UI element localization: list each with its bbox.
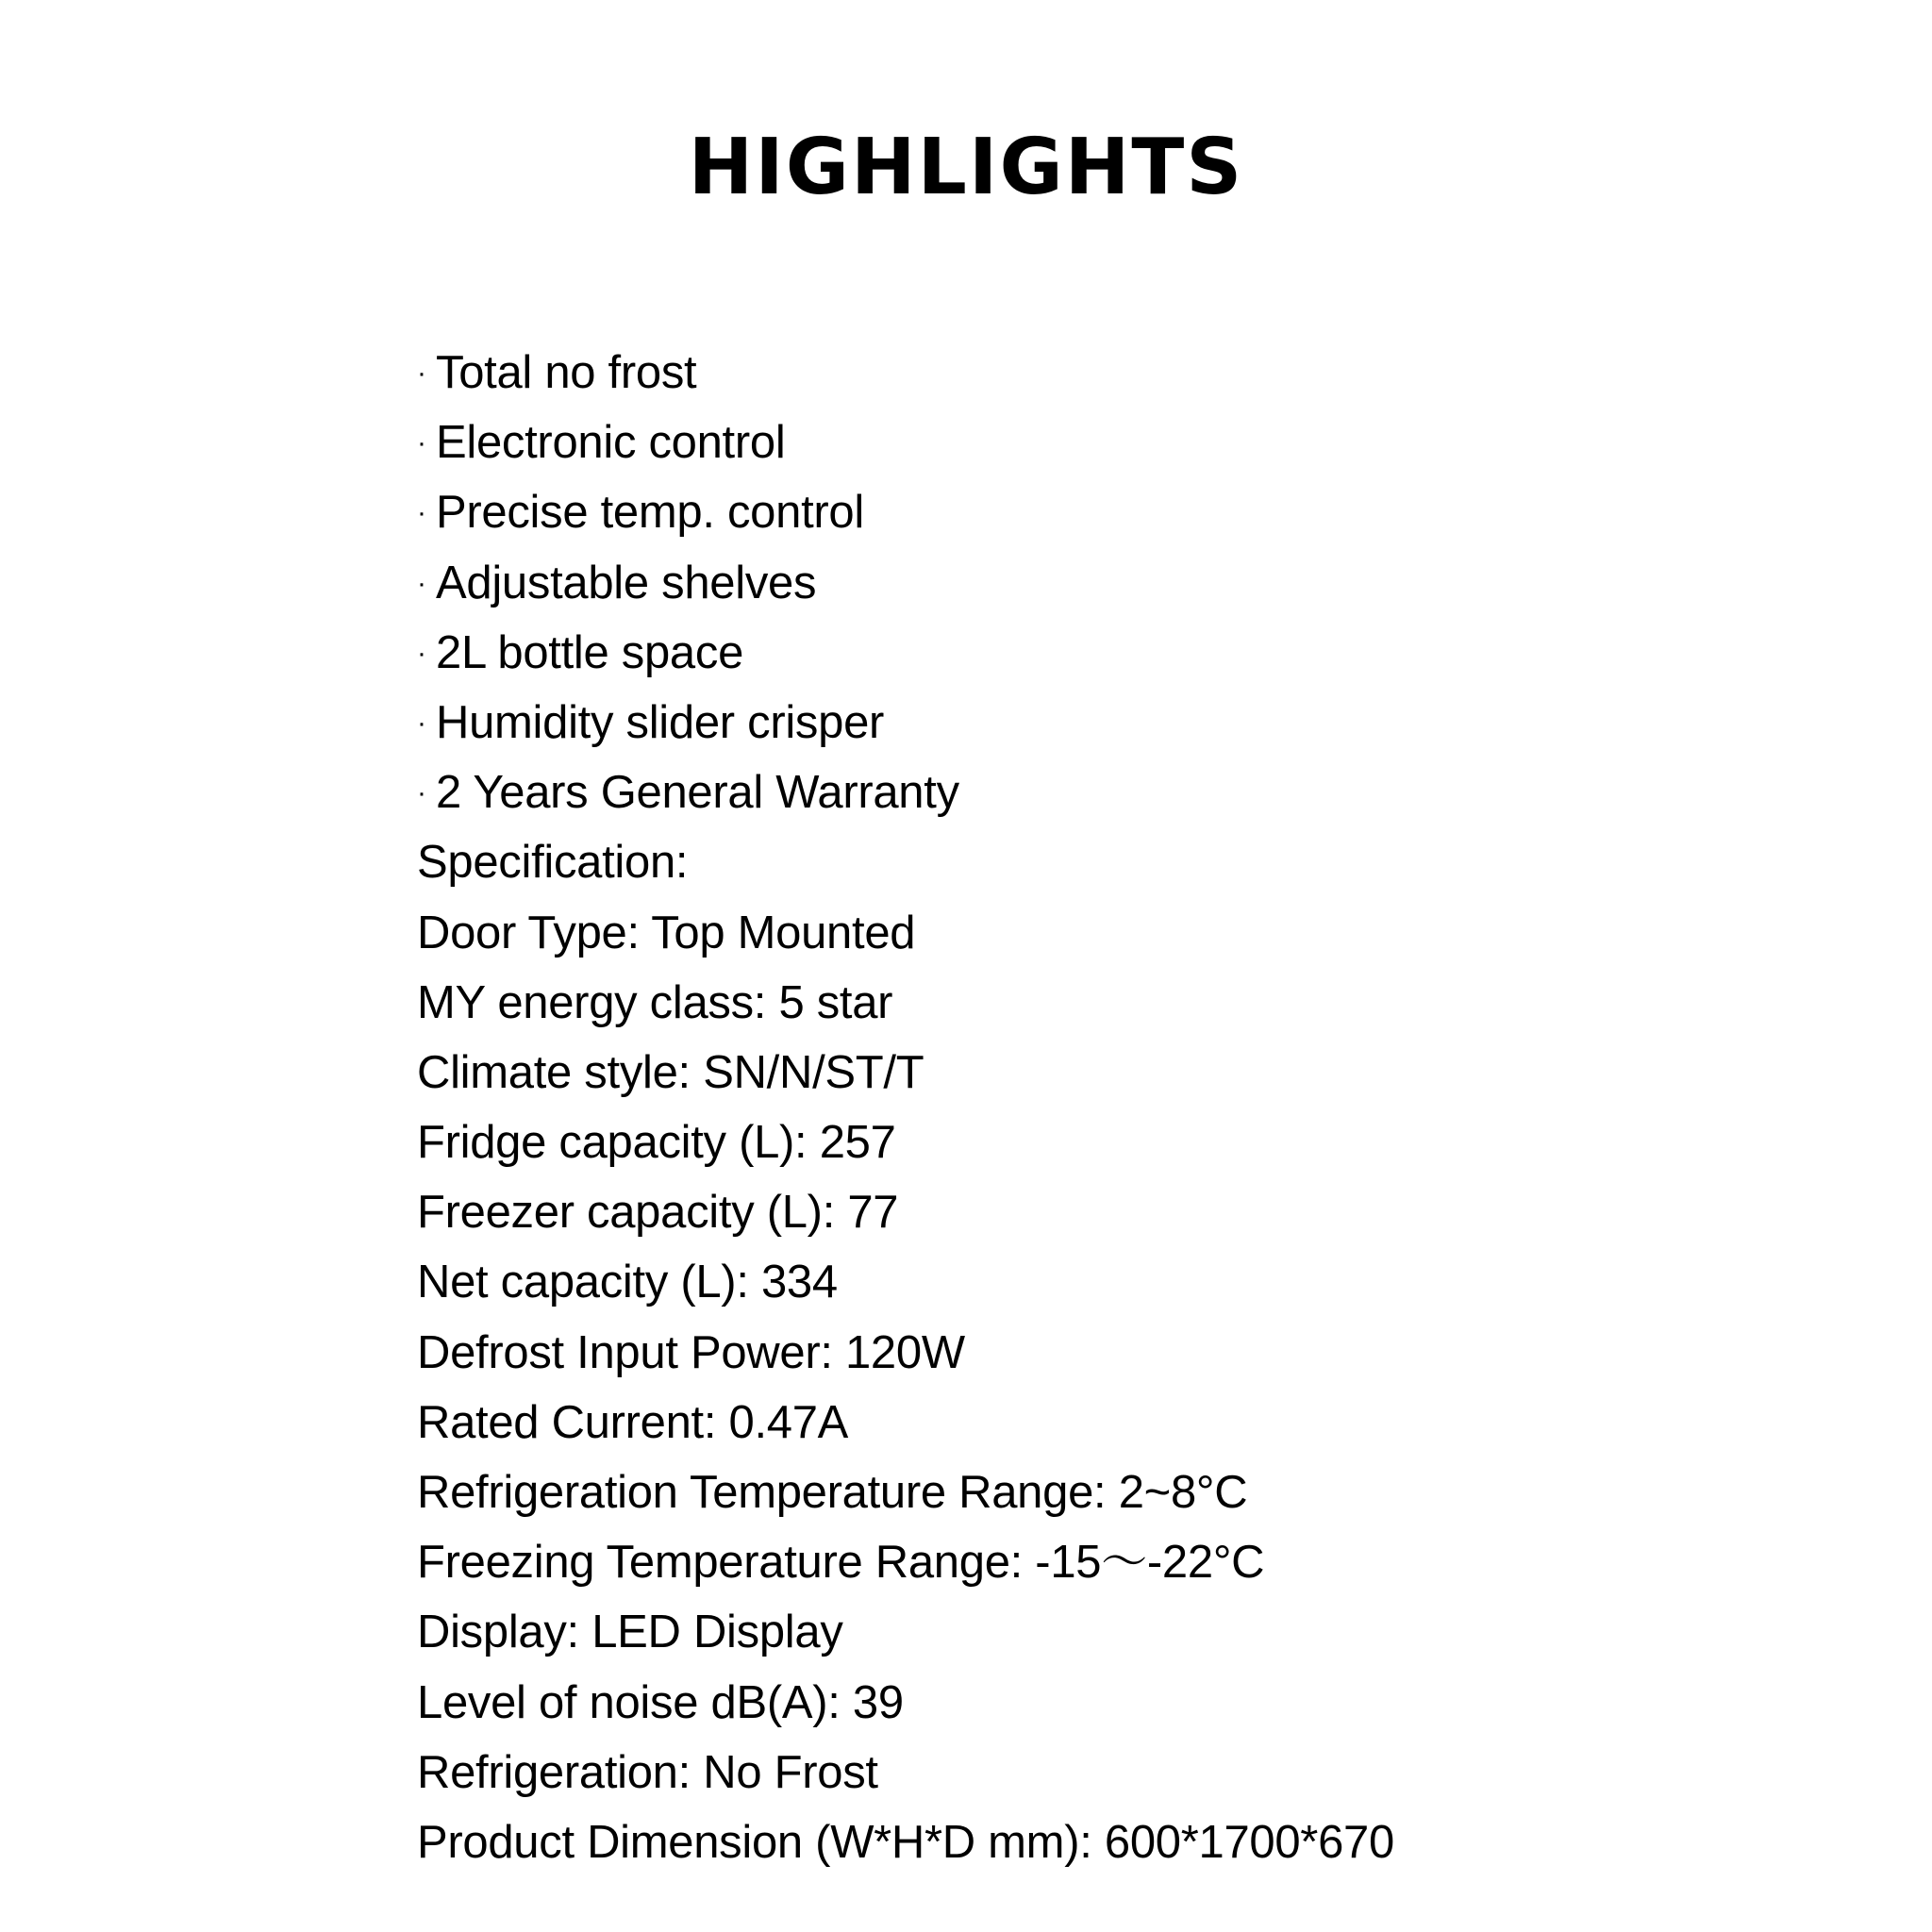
spec-label: Level of noise dB(A): xyxy=(417,1676,841,1728)
highlight-text: Total no frost xyxy=(436,347,697,398)
spec-value: LED Display xyxy=(591,1607,843,1658)
highlight-item-electronic-control xyxy=(417,408,1832,477)
bullet-icon: · xyxy=(417,707,426,739)
spec-row-defrost-power xyxy=(417,1318,1832,1388)
spec-label: MY energy class: xyxy=(417,976,767,1028)
spec-label: Door Type: xyxy=(417,907,640,958)
highlight-item-precise-temp-control xyxy=(417,477,1832,547)
spec-label: Display: xyxy=(417,1607,579,1658)
spec-label: Climate style: xyxy=(417,1046,691,1098)
highlight-text: Adjustable shelves xyxy=(436,557,817,608)
spec-row-freezing-temp-range xyxy=(417,1527,1832,1597)
spec-row-refrigeration-temp-range xyxy=(417,1457,1832,1527)
spec-label: Rated Current: xyxy=(417,1396,717,1448)
bullet-icon: · xyxy=(417,777,426,809)
highlight-item-total-no-frost xyxy=(417,338,1832,408)
highlight-item-humidity-crisper xyxy=(417,688,1832,758)
spec-value: Top Mounted xyxy=(651,907,916,958)
spec-value: 77 xyxy=(847,1187,899,1239)
spec-row-rated-current xyxy=(417,1388,1832,1457)
spec-value: 120W xyxy=(844,1326,965,1378)
spec-value: SN/N/ST/T xyxy=(703,1046,924,1098)
spec-value: 2~8°C xyxy=(1118,1467,1248,1518)
spec-value: 334 xyxy=(760,1257,838,1308)
bullet-icon: · xyxy=(417,637,426,669)
spec-label: Product Dimension (W*H*D mm): xyxy=(417,1816,1092,1868)
highlight-text: Humidity slider crisper xyxy=(436,696,885,748)
highlight-item-bottle-space xyxy=(417,618,1832,688)
bullet-icon: · xyxy=(417,567,426,599)
highlight-text: Electronic control xyxy=(436,417,786,469)
spec-row-freezer-capacity xyxy=(417,1177,1832,1247)
spec-label: Fridge capacity (L): xyxy=(417,1117,808,1169)
spec-row-energy-class xyxy=(417,968,1832,1038)
spec-row-fridge-capacity xyxy=(417,1108,1832,1177)
bullet-icon: · xyxy=(417,497,426,529)
highlights-and-spec-list xyxy=(417,338,1832,1877)
spec-label: Freezing Temperature Range: xyxy=(417,1537,1023,1589)
spec-value: 257 xyxy=(819,1117,896,1169)
highlight-text: 2L bottle space xyxy=(436,626,744,678)
spec-label: Defrost Input Power: xyxy=(417,1326,833,1378)
spec-row-net-capacity xyxy=(417,1247,1832,1317)
spec-label: Refrigeration Temperature Range: xyxy=(417,1467,1107,1518)
spec-row-display xyxy=(417,1597,1832,1667)
bullet-icon: · xyxy=(417,358,426,389)
highlight-text: Precise temp. control xyxy=(436,487,864,539)
spec-label: Net capacity (L): xyxy=(417,1257,749,1308)
spec-value: No Frost xyxy=(703,1746,878,1798)
highlight-item-adjustable-shelves xyxy=(417,548,1832,618)
spec-value: -15～-22°C xyxy=(1035,1537,1265,1589)
spec-value: 0.47A xyxy=(728,1396,849,1448)
spec-label: Refrigeration: xyxy=(417,1746,691,1798)
spec-value: 39 xyxy=(852,1676,904,1728)
spec-row-product-dimension xyxy=(417,1807,1832,1877)
bullet-icon: · xyxy=(417,427,426,459)
spec-value: 600*1700*670 xyxy=(1104,1816,1394,1868)
spec-row-climate-style xyxy=(417,1038,1832,1108)
page-title: HIGHLIGHTS xyxy=(688,123,1244,212)
highlight-text: 2 Years General Warranty xyxy=(436,767,959,819)
highlight-item-warranty xyxy=(417,758,1832,827)
spec-row-noise-level xyxy=(417,1668,1832,1738)
spec-row-door-type xyxy=(417,898,1832,968)
spec-row-refrigeration-type xyxy=(417,1738,1832,1807)
spec-value: 5 star xyxy=(778,976,893,1028)
spec-label: Freezer capacity (L): xyxy=(417,1187,836,1239)
specification-heading: Specification: xyxy=(417,837,689,889)
